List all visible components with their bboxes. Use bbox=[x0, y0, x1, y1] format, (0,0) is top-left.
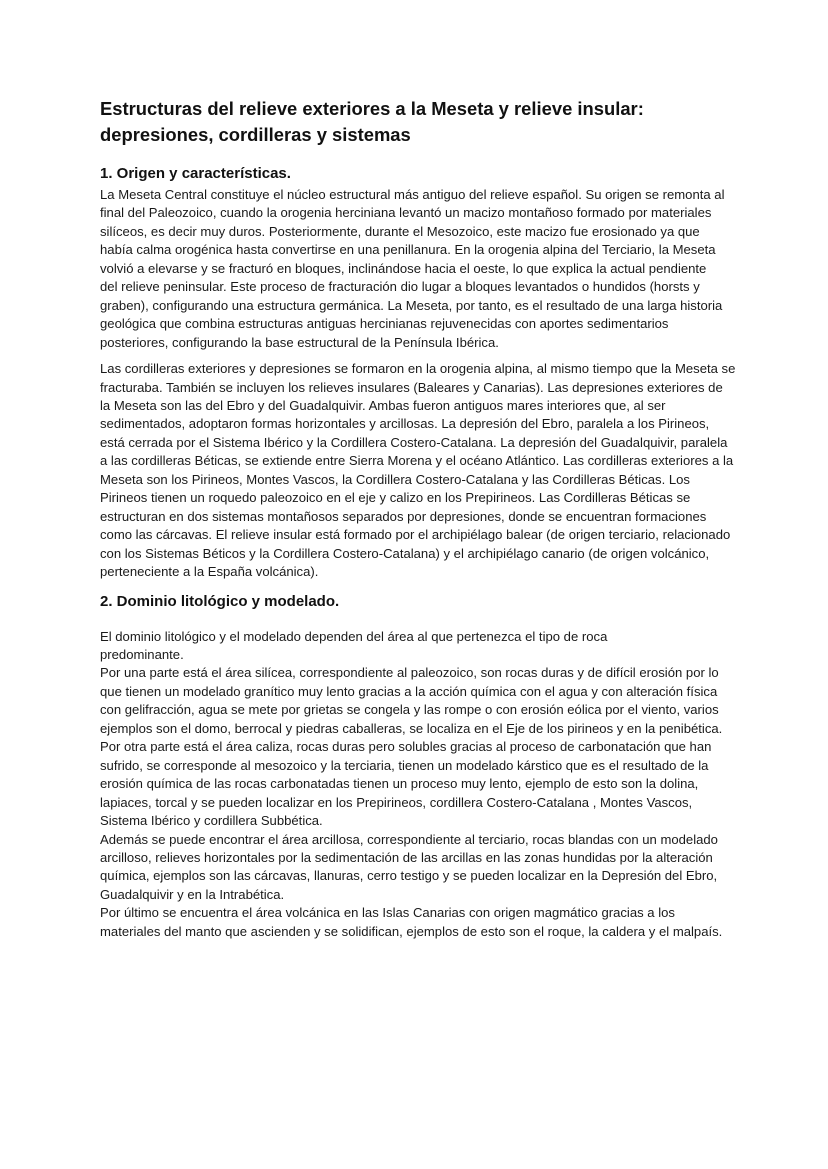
section-origen bbox=[100, 164, 740, 582]
document-title: Estructuras del relieve exteriores a la Meseta y relieve insular: depresiones, cordilleras y sistemas bbox=[100, 98, 644, 145]
paragraph: Por último se encuentra el área volcánica en las Islas Canarias con origen magmático gracias a los materiales del manto que ascienden y se solidifican, ejemplos de esto son el roque, la caldera y el malpaís. bbox=[100, 905, 723, 939]
paragraph: Además se puede encontrar el área arcillosa, correspondiente al terciario, rocas blandas con un modelado arcilloso, relieves horizontales por la sedimentación de las arcillas en las zonas hundidas por la alteración química, ejemplos son las cárcavas, llanuras, cerro testigo y se pueden localizar en la Depresión del Ebro, Guadalquivir y en la Intrabética. bbox=[100, 831, 718, 902]
document-page bbox=[100, 96, 740, 941]
paragraph: Por otra parte está el área caliza, rocas duras pero solubles gracias al proceso de carbonatación que han sufrido, se corresponde al mesozoico y la terciaria, tienen un modelado kárstico que es el resultado de la erosión química de las rocas carbonatadas tienen un proceso muy lento, ejemplo de esto son la dolina, lapiaces, torcal y se pueden localizar en los Prepirineos, cordillera Costero-Catalana , Montes Vascos, Sistema Ibérico y cordillera Subbética. bbox=[100, 739, 712, 829]
paragraph: Las cordilleras exteriores y depresiones se formaron en la orogenia alpina, al mismo tiempo que la Meseta se fracturaba. También se incluyen los relieves insulares (Baleares y Canarias). Las depresiones exteriores de la Meseta son las del Ebro y del Guadalquivir. Ambas fueron antiguos mares interiores que, al ser sedimentados, adoptaron formas horizontales y arcillosas. La depresión del Ebro, paralela a los Pirineos, está cerrada por el Sistema Ibérico y la Cordillera Costero-Catalana. La depresión del Guadalquivir, paralela a las cordilleras Béticas, se extiende entre Sierra Morena y el océano Atlántico. Las cordilleras exteriores a la Meseta son los Pirineos, Montes Vascos, la Cordillera Costero-Catalana y las Cordilleras Béticas. Los Pirineos tienen un roquedo paleozoico en el eje y calizo en los Prepirineos. Las Cordilleras Béticas se estructuran en dos sistemas montañosos separados por depresiones, donde se encuentran formaciones como las cárcavas. El relieve insular está formado por el archipiélago balear (de origen terciario, relacionado con los Sistemas Béticos y la Cordillera Costero-Catalana) y el archipiélago canario (de origen volcánico, perteneciente a la España volcánica). bbox=[100, 361, 736, 580]
paragraph: Por una parte está el área silícea, correspondiente al paleozoico, son rocas duras y de difícil erosión por lo que tienen un modelado granítico muy lento gracias a la acción química con el agua y con alteración física con gelifracción, agua se mete por grietas se congela y las rompe o con erosión eólica por el viento, varios ejemplos son el domo, berrocal y piedras caballeras, se localiza en el Eje de los pirineos y en la penibética. bbox=[100, 665, 723, 736]
section-heading: 2. Dominio litológico y modelado. bbox=[100, 592, 340, 610]
section-dominio bbox=[100, 592, 740, 942]
paragraph: La Meseta Central constituye el núcleo estructural más antiguo del relieve español. Su origen se remonta al final del Paleozoico, cuando la orogenia herciniana levantó un macizo montañoso formado por materiales silíceos, es decir muy duros. Posteriormente, durante el Mesozoico, este macizo fue erosionado ya que había calma orogénica hasta convertirse en una penillanura. En la orogenia alpina del Terciario, la Meseta volvió a elevarse y se fracturó en bloques, inclinándose hacia el oeste, lo que explica la actual pendiente del relieve peninsular. Este proceso de fracturación dio lugar a bloques levantados o hundidos (horsts y graben), configurando una estructura germánica. La Meseta, por tanto, es el resultado de una larga historia geológica que combina estructuras antiguas hercinianas rejuvenecidas con aportes sedimentarios posteriores, configurando la base estructural de la Península Ibérica. bbox=[100, 187, 725, 350]
paragraph: El dominio litológico y el modelado dependen del área al que pertenezca el tipo de roca predominante. bbox=[100, 628, 608, 662]
section-heading: 1. Origen y características. bbox=[100, 165, 291, 182]
